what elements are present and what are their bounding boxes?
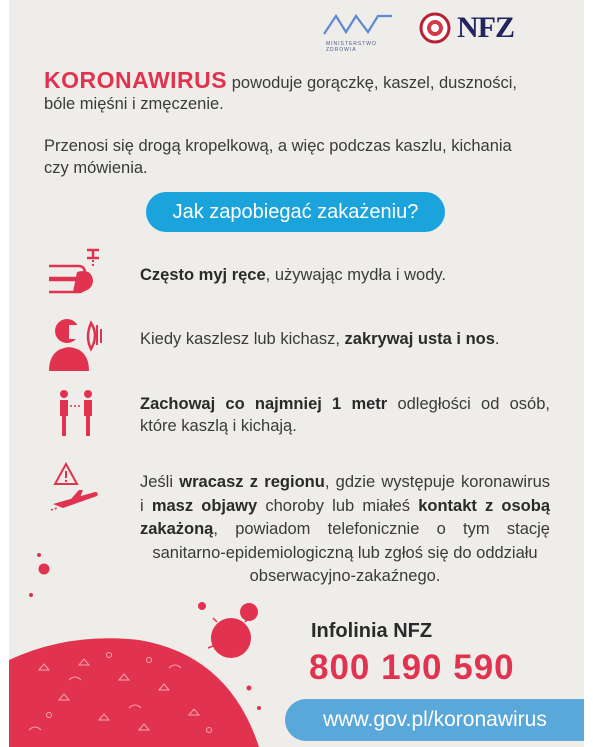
tip-travel-l1-pre: Jeśli	[140, 473, 180, 491]
tip-wash-bold: Często myj ręce	[140, 266, 266, 284]
intro-para2-line2: czy mówienia.	[44, 159, 148, 177]
prevention-button[interactable]: Jak zapobiegać zakażeniu?	[146, 192, 445, 232]
poster	[9, 0, 584, 747]
tip-travel-line1	[140, 470, 550, 494]
tip-travel-l2-pre: i	[140, 497, 152, 515]
tip-travel-l2-bold1: masz objawy	[151, 497, 258, 515]
cough-person-icon	[47, 315, 107, 371]
virus-blob-icon	[9, 540, 289, 747]
intro-para2-line1: Przenosi się drogą kropelkową, a więc podczas kaszlu, kichania	[44, 137, 512, 155]
tip-cover-post: .	[494, 330, 500, 348]
tip-travel-line3	[140, 517, 550, 541]
distance-people-icon	[54, 388, 100, 438]
tip-travel-l2-bold2: kontakt z osobą	[418, 497, 551, 515]
website-link[interactable]: www.gov.pl/koronawirus	[285, 699, 584, 741]
tip-travel-l1-post: , gdzie występuje koronawirus	[324, 473, 550, 491]
tip-wash-text	[140, 263, 446, 287]
hotline-label: Infolinia NFZ	[311, 620, 433, 642]
tip-wash-rest: , używając mydła i wody.	[265, 266, 446, 284]
intro-line1	[44, 68, 564, 95]
tip-distance-rest: odległości od osób,	[387, 395, 550, 413]
nfz-emblem-icon	[419, 12, 451, 44]
handwash-icon	[47, 246, 105, 296]
ministry-logo-text: MINISTERSTWO ZDROWIA	[326, 41, 377, 53]
tip-travel-line4: sanitarno-epidemiologiczną lub zgłoś się do oddziału	[152, 544, 538, 562]
tip-distance-bold: Zachowaj co najmniej 1 metr	[140, 395, 388, 413]
tip-travel-line5: obserwacyjno-zakaźnego.	[249, 567, 441, 585]
airplane-icon	[49, 488, 101, 512]
tip-travel-l2-mid: choroby lub miałeś	[257, 497, 419, 515]
tip-cover-bold: zakrywaj usta i nos	[344, 330, 495, 348]
intro-line2: bóle mięśni i zmęczenie.	[44, 95, 224, 113]
tip-cover-text	[140, 327, 500, 351]
ministry-logo-icon	[322, 10, 402, 38]
warning-icon	[53, 462, 79, 486]
intro-line1-rest: powoduje gorączkę, kaszel, duszności,	[231, 74, 517, 92]
tip-distance-line2: które kaszlą i kichają.	[140, 417, 297, 435]
tip-travel-l1-bold: wracasz z regionu	[179, 473, 325, 491]
nfz-logo: NFZ	[457, 11, 514, 44]
tip-travel-l3-post: , powiadom telefonicznie o tym stację	[213, 520, 550, 538]
hotline-number[interactable]: 800 190 590	[309, 648, 515, 687]
title-koronawirus: KORONAWIRUS	[44, 67, 228, 93]
tip-travel-line2	[140, 494, 550, 518]
tip-distance-line1	[140, 392, 550, 416]
tip-cover-pre: Kiedy kaszlesz lub kichasz,	[140, 330, 345, 348]
tip-travel-l3-bold: zakażoną	[140, 520, 214, 538]
